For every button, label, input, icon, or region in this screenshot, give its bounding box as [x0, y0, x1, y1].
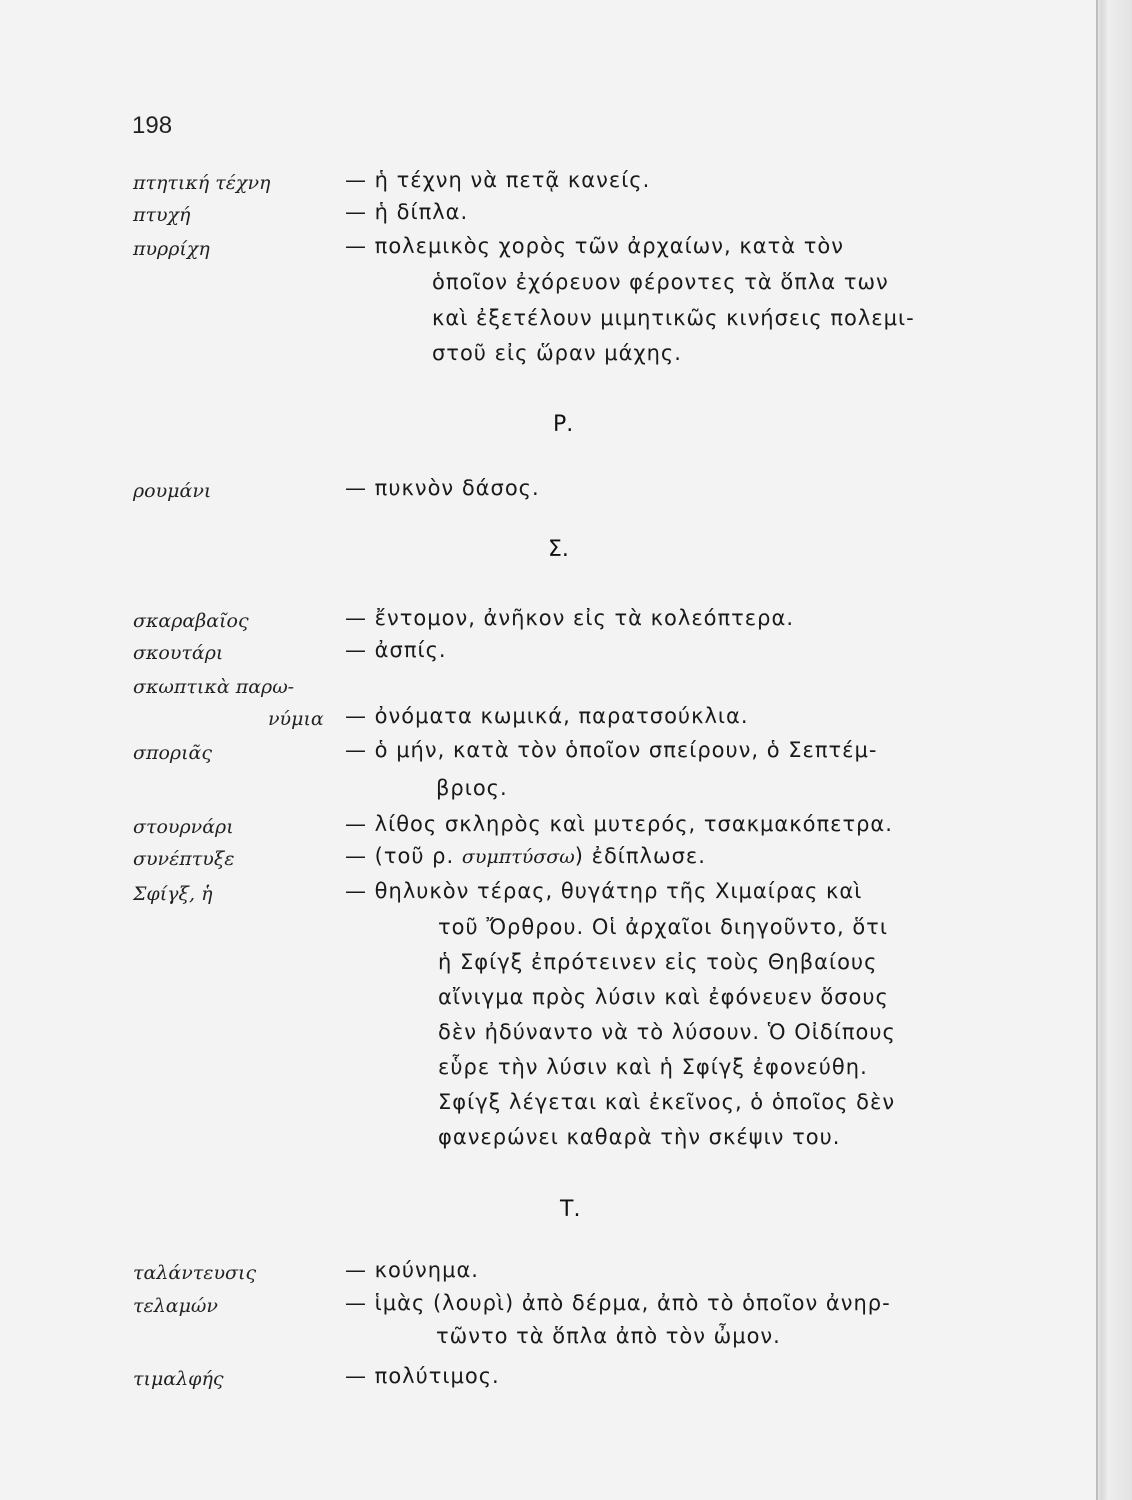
term: σποριᾶς: [133, 742, 212, 764]
section-heading-tau: Τ.: [560, 1197, 581, 1222]
definition: — ὁ μήν, κατὰ τὸν ὁποῖον σπείρουν, ὁ Σεπτέμ-: [345, 738, 878, 762]
definition: — ἡ τέχνη νὰ πετᾷ κανείς.: [345, 168, 651, 192]
term: στουρνάρι: [133, 816, 234, 838]
section-heading-rho: Ρ.: [553, 412, 574, 437]
definition-continuation: δὲν ἠδύναντο νὰ τὸ λύσουν. Ὁ Οἰδίπους: [438, 1020, 896, 1044]
definition: — ἱμὰς (λουρὶ) ἀπὸ δέρμα, ἀπὸ τὸ ὁποῖον ἀνηρ-: [345, 1291, 891, 1315]
definition-continuation: τῶντο τὰ ὅπλα ἀπὸ τὸν ὦμον.: [436, 1324, 781, 1348]
term: πτυχή: [133, 204, 191, 226]
definition: [345, 844, 706, 868]
term: σκουτάρι: [133, 642, 224, 664]
definition-continuation: τοῦ Ὄρθρου. Οἱ ἀρχαῖοι διηγοῦντο, ὅτι: [438, 915, 888, 939]
definition-text: — (τοῦ ρ.: [345, 844, 462, 868]
definition: — πολεμικὸς χορὸς τῶν ἀρχαίων, κατὰ τὸν: [345, 234, 844, 258]
page-number: 198: [132, 112, 173, 139]
definition: — ὀνόματα κωμικά, παρατσούκλια.: [345, 704, 749, 728]
definition-continuation: ὁποῖον ἐχόρευον φέροντες τὰ ὅπλα των: [432, 270, 889, 294]
definition-continuation: αἴνιγμα πρὸς λύσιν καὶ ἐφόνευεν ὅσους: [438, 985, 889, 1009]
term: πυρρίχη: [133, 238, 210, 260]
definition-continuation: φανερώνει καθαρὰ τὴν σκέψιν του.: [438, 1125, 841, 1149]
term: σκωπτικὰ παρω-: [133, 676, 295, 698]
section-heading-sigma: Σ.: [548, 537, 569, 562]
definition-text: ) ἐδίπλωσε.: [574, 844, 706, 868]
definition-continuation: καὶ ἐξετέλουν μιμητικῶς κινήσεις πολεμι-: [432, 306, 915, 330]
term: σκαραβαῖος: [133, 610, 249, 632]
term: πτητική τέχνη: [133, 172, 271, 194]
definition: — ἡ δίπλα.: [345, 200, 469, 224]
definition-continuation: εὗρε τὴν λύσιν καὶ ἡ Σφίγξ ἐφονεύθη.: [438, 1055, 868, 1079]
term: συνέπτυξε: [133, 848, 235, 870]
page-edge: [1096, 0, 1098, 1500]
page-edge-shadow: [1098, 0, 1132, 1500]
term-continuation: νύμια: [268, 708, 324, 730]
definition-continuation: βριος.: [436, 776, 508, 800]
definition-continuation: ἡ Σφίγξ ἐπρότεινεν εἰς τοὺς Θηβαίους: [438, 950, 878, 974]
term: ρουμάνι: [133, 480, 212, 502]
term: Σφίγξ, ἡ: [133, 883, 213, 905]
term: τελαμών: [133, 1295, 218, 1317]
definition-continuation: στοῦ εἰς ὥραν μάχης.: [432, 341, 682, 365]
definition: — λίθος σκληρὸς καὶ μυτερός, τσακμακόπετρα.: [345, 812, 893, 836]
cross-reference-verb: συμπτύσσω: [461, 846, 575, 868]
definition: — ἀσπίς.: [345, 638, 447, 662]
definition: — πολύτιμος.: [345, 1364, 500, 1388]
definition: — κούνημα.: [345, 1258, 479, 1282]
definition: — θηλυκὸν τέρας, θυγάτηρ τῆς Χιμαίρας καὶ: [345, 879, 863, 903]
term: τιμαλφής: [133, 1368, 224, 1390]
definition: — ἔντομον, ἀνῆκον εἰς τὰ κολεόπτερα.: [345, 606, 795, 630]
definition-continuation: Σφίγξ λέγεται καὶ ἐκεῖνος, ὁ ὁποῖος δὲν: [438, 1090, 896, 1114]
term: ταλάντευσις: [133, 1262, 257, 1284]
definition: — πυκνὸν δάσος.: [345, 476, 540, 500]
